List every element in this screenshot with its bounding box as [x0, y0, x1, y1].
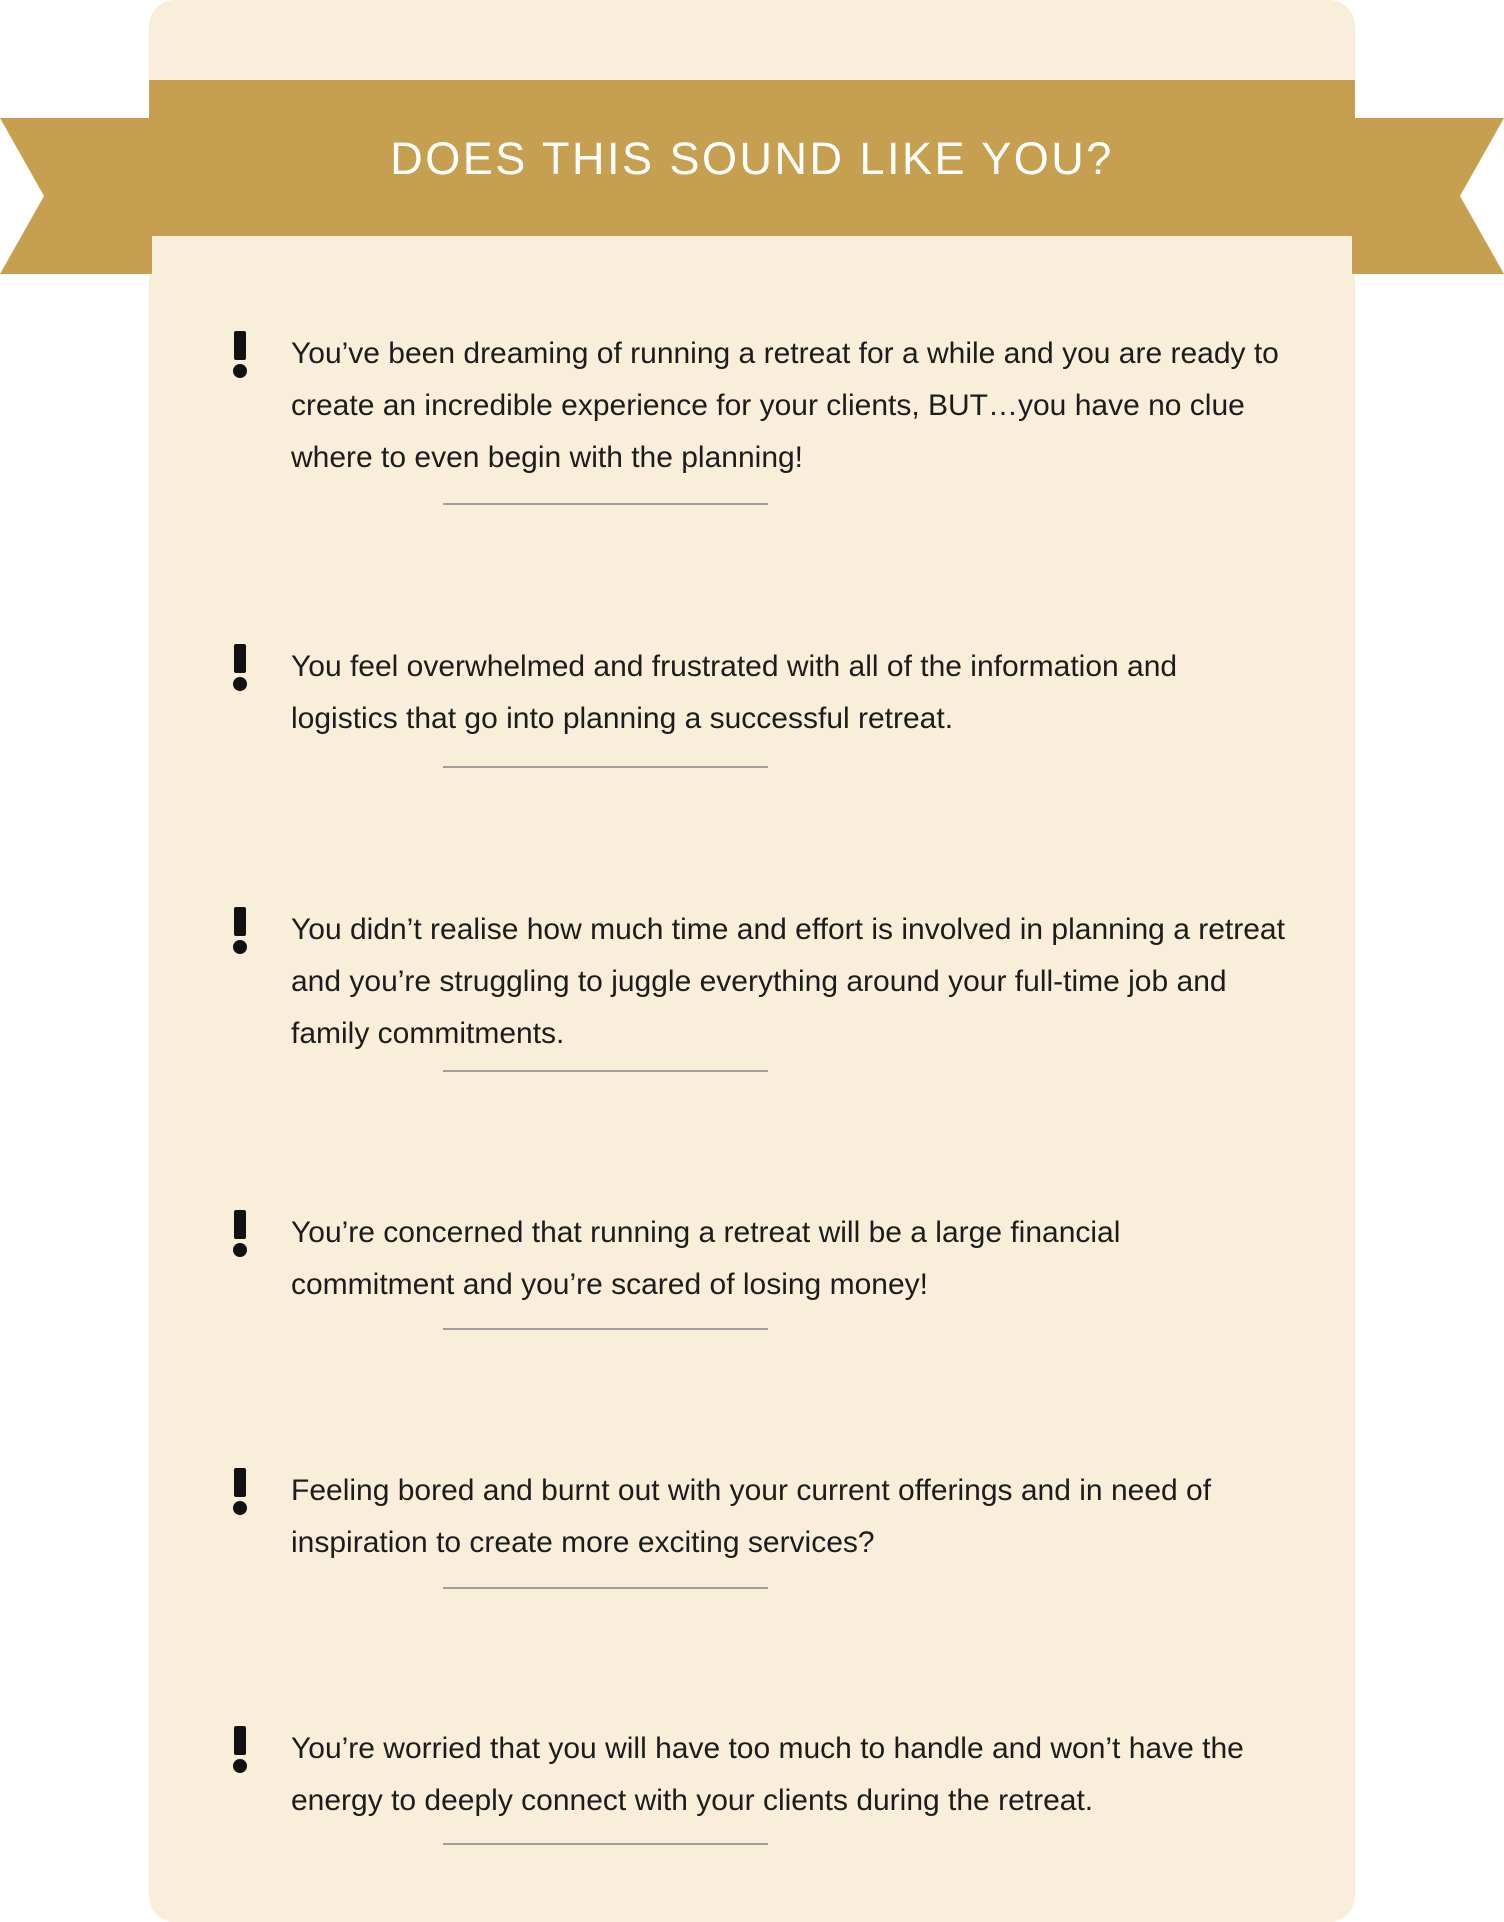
- divider: [443, 766, 768, 768]
- divider: [443, 503, 768, 505]
- ribbon-tail-right: [1352, 118, 1504, 274]
- list-item-text: You’re concerned that running a retreat will be a large financial commitment and you’re scared of losing money!: [291, 1216, 1121, 1301]
- list-item-text: You didn’t realise how much time and effort is involved in planning a retreat and you’re struggling to juggle everything around your full-time job and family commitments.: [291, 913, 1285, 1050]
- header-banner: [149, 80, 1355, 236]
- exclamation-icon: [229, 1468, 251, 1516]
- divider: [443, 1328, 768, 1330]
- banner-title: DOES THIS SOUND LIKE YOU?: [390, 133, 1114, 184]
- divider: [443, 1587, 768, 1589]
- divider: [443, 1843, 768, 1845]
- divider: [443, 1070, 768, 1072]
- ribbon-tail-left: [0, 118, 152, 274]
- list-item-text: You feel overwhelmed and frustrated with all of the information and logistics that go into planning a successful retreat.: [291, 650, 1178, 735]
- list-item-text: You’ve been dreaming of running a retreat for a while and you are ready to create an incredible experience for your clients, BUT…you have no clue where to even begin with the planning!: [291, 337, 1279, 474]
- exclamation-icon: [229, 907, 251, 955]
- list-item-text: You’re worried that you will have too much to handle and won’t have the energy to deeply connect with your clients during the retreat.: [291, 1732, 1244, 1817]
- exclamation-icon: [229, 644, 251, 692]
- list-item-text: Feeling bored and burnt out with your current offerings and in need of inspiration to create more exciting services?: [291, 1474, 1212, 1559]
- exclamation-icon: [229, 1726, 251, 1774]
- exclamation-icon: [229, 331, 251, 379]
- exclamation-icon: [229, 1210, 251, 1258]
